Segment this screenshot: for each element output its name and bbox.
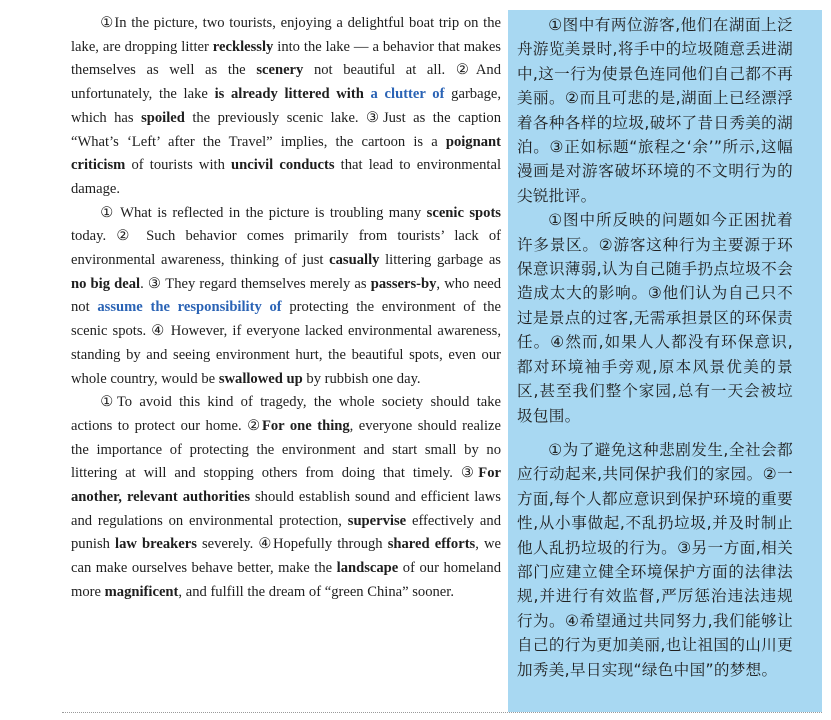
text-run: the previously scenic lake. xyxy=(184,109,367,126)
text-run: ④ However, if everyone lacked environmental awareness, standing by and seeing environment hurt, the beautiful spots, even our whole country, would be xyxy=(71,323,501,387)
text-run: into the lake — a behavior that makes themselves as well as the xyxy=(71,38,501,79)
text-run: not beautiful at all. xyxy=(303,62,456,79)
text-run: today. xyxy=(71,228,117,245)
text-run: , who need not xyxy=(71,275,502,316)
chinese-translation xyxy=(517,13,793,682)
highlight-phrase: a clutter of xyxy=(370,86,445,103)
key-phrase: landscape xyxy=(336,560,399,577)
text-run: ②And unfortunately, the lake xyxy=(71,62,502,103)
chinese-paragraph-1: ①图中有两位游客,他们在湖面上泛舟游览美景时,将手中的垃圾随意丢进湖中,这一行为使景色连同他们自己都不再美丽。②而且可悲的是,湖面上已经漂浮着各种各样的垃圾,破坏了昔日秀美的湖泊。③正如标题“旅程之‘余’”所示,这幅漫画是对游客破坏环境的不文明行为的尖锐批评。 xyxy=(517,16,793,205)
text-run: , we can make ourselves behave better, make the xyxy=(71,536,501,577)
text-run: of tourists with xyxy=(125,157,232,174)
key-phrase: supervise xyxy=(347,512,407,529)
key-phrase: magnificent xyxy=(104,583,179,600)
english-paragraph-1 xyxy=(71,12,501,202)
text-run xyxy=(364,86,371,102)
text-run: effectively and punish xyxy=(71,512,501,553)
text-run: ① What is reflected in the picture is troubling many xyxy=(100,204,427,221)
key-phrase: law breakers xyxy=(115,536,197,553)
text-run: ①In the picture, two tourists, enjoying a delightful boat trip on the lake, are dropping litter xyxy=(71,15,501,55)
text-run: littering garbage as xyxy=(379,252,501,269)
text-run: , everyone should realize the importance of protecting the environment and start small by no littering at will and stopping others from doing that timely. xyxy=(71,417,501,482)
chinese-translation-panel xyxy=(508,10,822,712)
highlight-phrase: assume the responsibility of xyxy=(97,299,282,316)
key-phrase: scenic spots xyxy=(426,204,501,221)
key-phrase: casually xyxy=(329,252,380,269)
text-run: severely. xyxy=(196,536,259,553)
text-run: protecting the environment of the scenic spots. xyxy=(71,299,501,340)
key-phrase: shared efforts xyxy=(387,536,476,553)
text-run: ② xyxy=(247,417,262,434)
english-paragraph-3 xyxy=(71,391,501,604)
text-run: should establish sound and efficient laws and regulations on environmental protection, xyxy=(71,489,501,529)
key-phrase: uncivil conducts xyxy=(231,157,335,174)
key-phrase: no big deal xyxy=(71,275,141,292)
text-run: . xyxy=(140,275,148,292)
chinese-paragraph-2: ①图中所反映的问题如今正困扰着许多景区。②游客这种行为主要源于环保意识薄弱,认为自己随手扔点垃圾不会造成太大的影响。③他们认为自己只不过是景点的过客,无需承担景区的环保责任。④然而,如果人人都没有环保意识,都对环境袖手旁观,原本风景优美的景区,甚至我们整个家园,总有一天会被垃圾包围。 xyxy=(517,211,793,425)
key-phrase: For another, relevant authorities xyxy=(71,465,501,506)
text-run: of our homeland more xyxy=(71,560,501,600)
text-run: ③Just as the caption “What’s ‘Left’ after the Travel” implies, the cartoon is a xyxy=(71,109,501,150)
english-paragraph-2 xyxy=(71,202,501,392)
key-phrase: recklessly xyxy=(212,38,274,55)
text-run: that lead to environmental damage. xyxy=(71,157,501,197)
key-phrase: poignant criticism xyxy=(71,133,501,174)
key-phrase: scenery xyxy=(256,62,304,79)
chinese-paragraph-3: ①为了避免这种悲剧发生,全社会都应行动起来,共同保护我们的家园。②一方面,每个人都应意识到保护环境的重要性,从小事做起,不乱扔垃圾,并及时制止他人乱扔垃圾的行为。③另一方面,相关部门应建立健全环境保护方面的法律法规,并进行有效监督,严厉惩治违法违规行为。④希望通过共同努力,我们能够让自己的行为更加美丽,也让祖国的山川更加秀美,早日实现“绿色中国”的梦想。 xyxy=(517,440,793,679)
key-phrase: is already littered with xyxy=(214,86,364,103)
bottom-divider xyxy=(62,712,822,713)
key-phrase: swallowed up xyxy=(218,370,303,387)
text-run: by rubbish one day. xyxy=(302,370,421,387)
key-phrase: spoiled xyxy=(141,109,185,126)
text-run: ①To avoid this kind of tragedy, the whole society should take actions to protect our home. xyxy=(71,394,501,434)
text-run: ③ xyxy=(460,465,479,482)
text-run: ④Hopefully through xyxy=(258,536,388,553)
key-phrase: passers-by xyxy=(370,275,437,292)
text-run: ② Such behavior comes primarily from tourists’ lack of environmental awareness, thinking of just xyxy=(71,228,501,269)
text-run: garbage, which has xyxy=(71,86,501,126)
english-essay xyxy=(71,12,501,712)
key-phrase: For one thing xyxy=(261,417,350,434)
text-run: ③ They regard themselves merely as xyxy=(147,275,371,292)
text-run: , and fulfill the dream of “green China” sooner. xyxy=(178,583,454,600)
